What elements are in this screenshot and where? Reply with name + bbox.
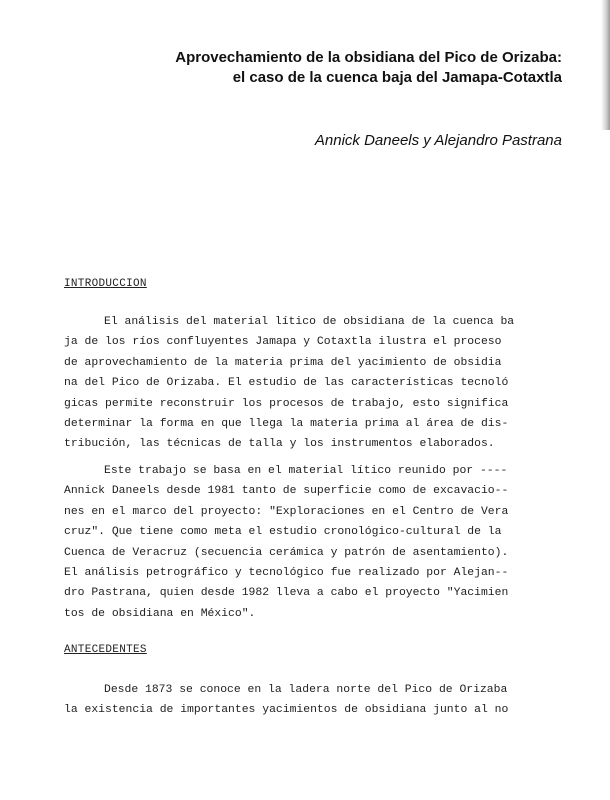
title-line-1: Aprovechamiento de la obsidiana del Pico de Orizaba: [175, 49, 562, 66]
authors: Annick Daneels y Alejandro Pastrana [314, 132, 562, 149]
text-line: determinar la forma en que llega la materia prima al área de dis- [64, 418, 509, 431]
text-line: El análisis petrográfico y tecnológico fue realizado por Alejan-- [64, 567, 509, 580]
text-line: Annick Daneels desde 1981 tanto de superficie como de excavacio-- [64, 485, 509, 498]
section-heading-introduccion: INTRODUCCION [64, 278, 147, 290]
text-line: Desde 1873 se conoce en la ladera norte del Pico de Orizaba [104, 684, 508, 696]
text-line: tribución, las técnicas de talla y los instrumentos elaborados. [64, 438, 495, 451]
text-line: nes en el marco del proyecto: "Exploraciones en el Centro de Vera [64, 505, 509, 518]
intro-paragraph-1 [64, 312, 564, 455]
text-line: El análisis del material lítico de obsidiana de la cuenca ba [104, 316, 515, 328]
text-line: na del Pico de Orizaba. El estudio de las características tecnoló [64, 377, 509, 390]
text-line: tos de obsidiana en México". [64, 607, 256, 620]
page-edge-shadow [601, 0, 610, 130]
section-heading-antecedentes: ANTECEDENTES [64, 644, 147, 656]
text-line: ja de los ríos confluyentes Jamapa y Cotaxtla ilustra el proceso [64, 336, 502, 349]
text-line: dro Pastrana, quien desde 1982 lleva a cabo el proyecto "Yacimien [64, 587, 509, 600]
title-line-2: el caso de la cuenca baja del Jamapa-Cotaxtla [232, 69, 562, 86]
intro-paragraph-2 [64, 461, 564, 624]
article-title [142, 48, 562, 88]
text-line: la existencia de importantes yacimientos de obsidiana junto al no [64, 704, 509, 717]
text-line: Este trabajo se basa en el material lítico reunido por ---- [104, 465, 508, 477]
text-line: de aprovechamiento de la materia prima del yacimiento de obsidia [64, 356, 502, 369]
antecedentes-paragraph-1 [64, 680, 564, 721]
text-line: gicas permite reconstruir los procesos de trabajo, esto significa [64, 397, 509, 410]
text-line: cruz". Que tiene como meta el estudio cronológico-cultural de la [64, 526, 502, 539]
text-line: Cuenca de Veracruz (secuencia cerámica y patrón de asentamiento). [64, 546, 509, 559]
